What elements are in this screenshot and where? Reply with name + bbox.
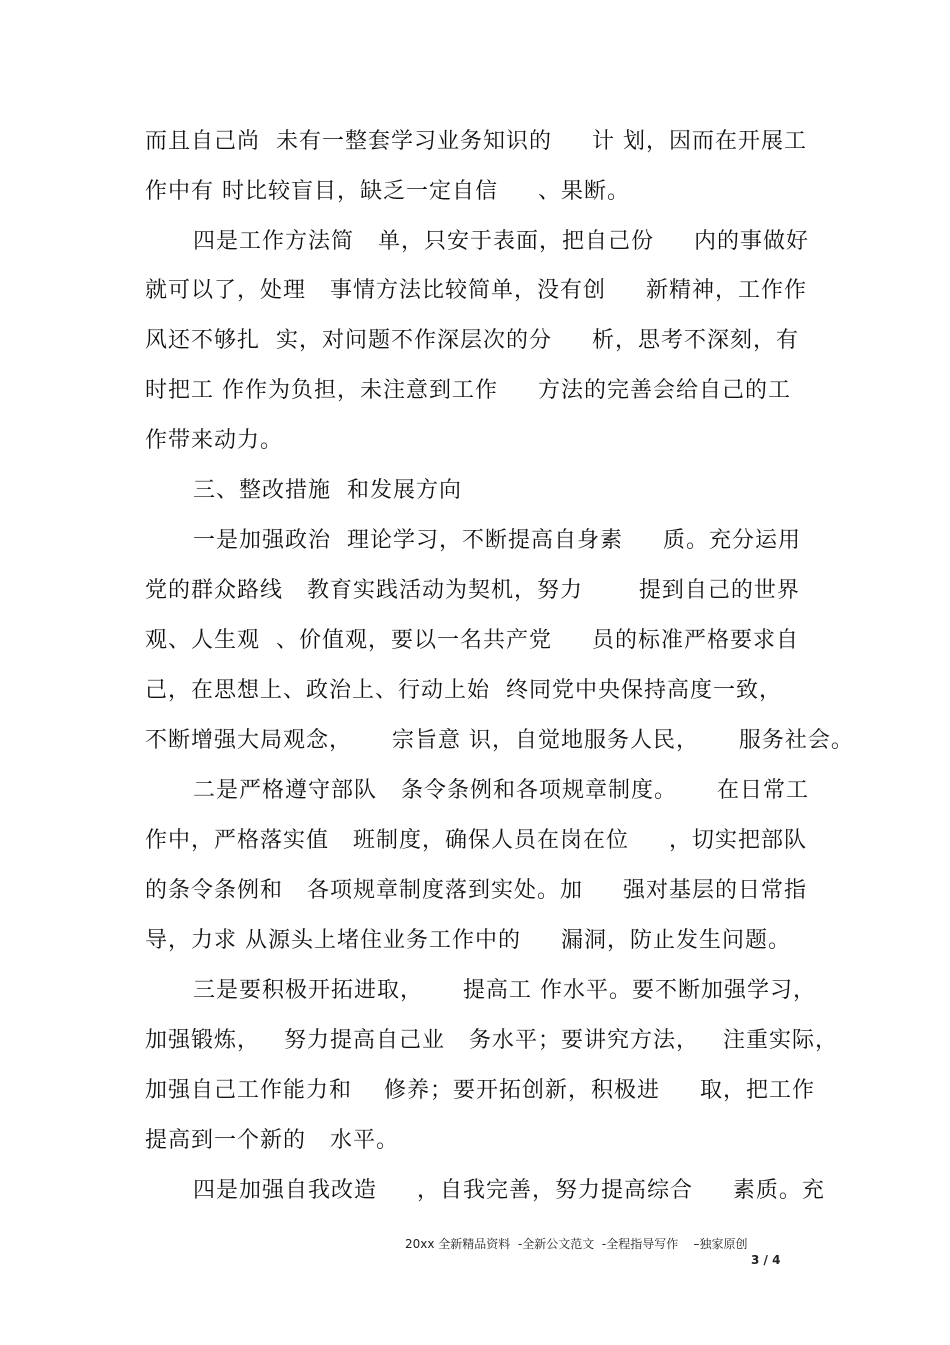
body-text-line: 提高到一个新的 水平。 — [145, 1128, 399, 1153]
body-text-line: 四是工作方法简 单，只安于表面，把自己份 内的事做好 — [193, 229, 809, 254]
body-text-line: 二是严格遵守部队 条令条例和各项规章制度。 在日常工 — [193, 778, 809, 803]
body-text-line: 作中，严格落实值 班制度，确保人员在岗在位 ，切实把部队 — [145, 828, 807, 853]
body-text-line: 不断增强大局观念， 宗旨意 识，自觉地服务人民， 服务社会。 — [145, 728, 854, 753]
body-text-line: 四是加强自我改造 ，自我完善，努力提高综合 素质。充 — [193, 1178, 825, 1203]
page-number: 3 / 4 — [751, 1253, 781, 1267]
footer-text: 20xx 全新精品资料 -全新公文范文 -全程指导写作 –独家原创 — [405, 1237, 748, 1251]
body-text-line: 加强锻炼， 努力提高自己业 务水平；要讲究方法， 注重实际， — [145, 1028, 838, 1053]
body-text-line: 观、人生观 、价值观，要以一名共产党 员的标准严格要求自 — [145, 628, 799, 653]
body-text-line: 风还不够扎 实，对问题不作深层次的分 析，思考不深刻，有 — [145, 328, 799, 353]
body-text-line: 就可以了，处理 事情方法比较简单，没有创 新精神，工作作 — [145, 278, 807, 303]
body-text-line: 时把工 作作为负担，未注意到工作 方法的完善会给自己的工 — [145, 378, 791, 403]
body-text-line: 而且自己尚 未有一整套学习业务知识的 计 划，因而在开展工 — [145, 129, 807, 154]
body-text-line: 作中有 时比较盲目，缺乏一定自信 、果断。 — [145, 179, 630, 204]
section-heading: 三、整改措施 和发展方向 — [193, 478, 462, 503]
body-text-line: 的条令条例和 各项规章制度落到实处。加 强对基层的日常指 — [145, 878, 807, 903]
body-text-line: 一是加强政治 理论学习，不断提高自身素 质。充分运用 — [193, 528, 801, 553]
body-text-line: 己，在思想上、政治上、行动上始 终同党中央保持高度一致， — [145, 678, 782, 703]
body-text-line: 导，力求 从源头上堵住业务工作中的 漏洞，防止发生问题。 — [145, 928, 791, 953]
body-text-line: 三是要积极开拓进取， 提高工 作水平。要不断加强学习， — [193, 978, 816, 1003]
body-text-line: 党的群众路线 教育实践活动为契机，努力 提到自己的世界 — [145, 578, 800, 603]
body-text-line: 作带来动力。 — [145, 428, 284, 453]
body-text-line: 加强自己工作能力和 修养；要开拓创新，积极进 取，把工作 — [145, 1078, 815, 1103]
